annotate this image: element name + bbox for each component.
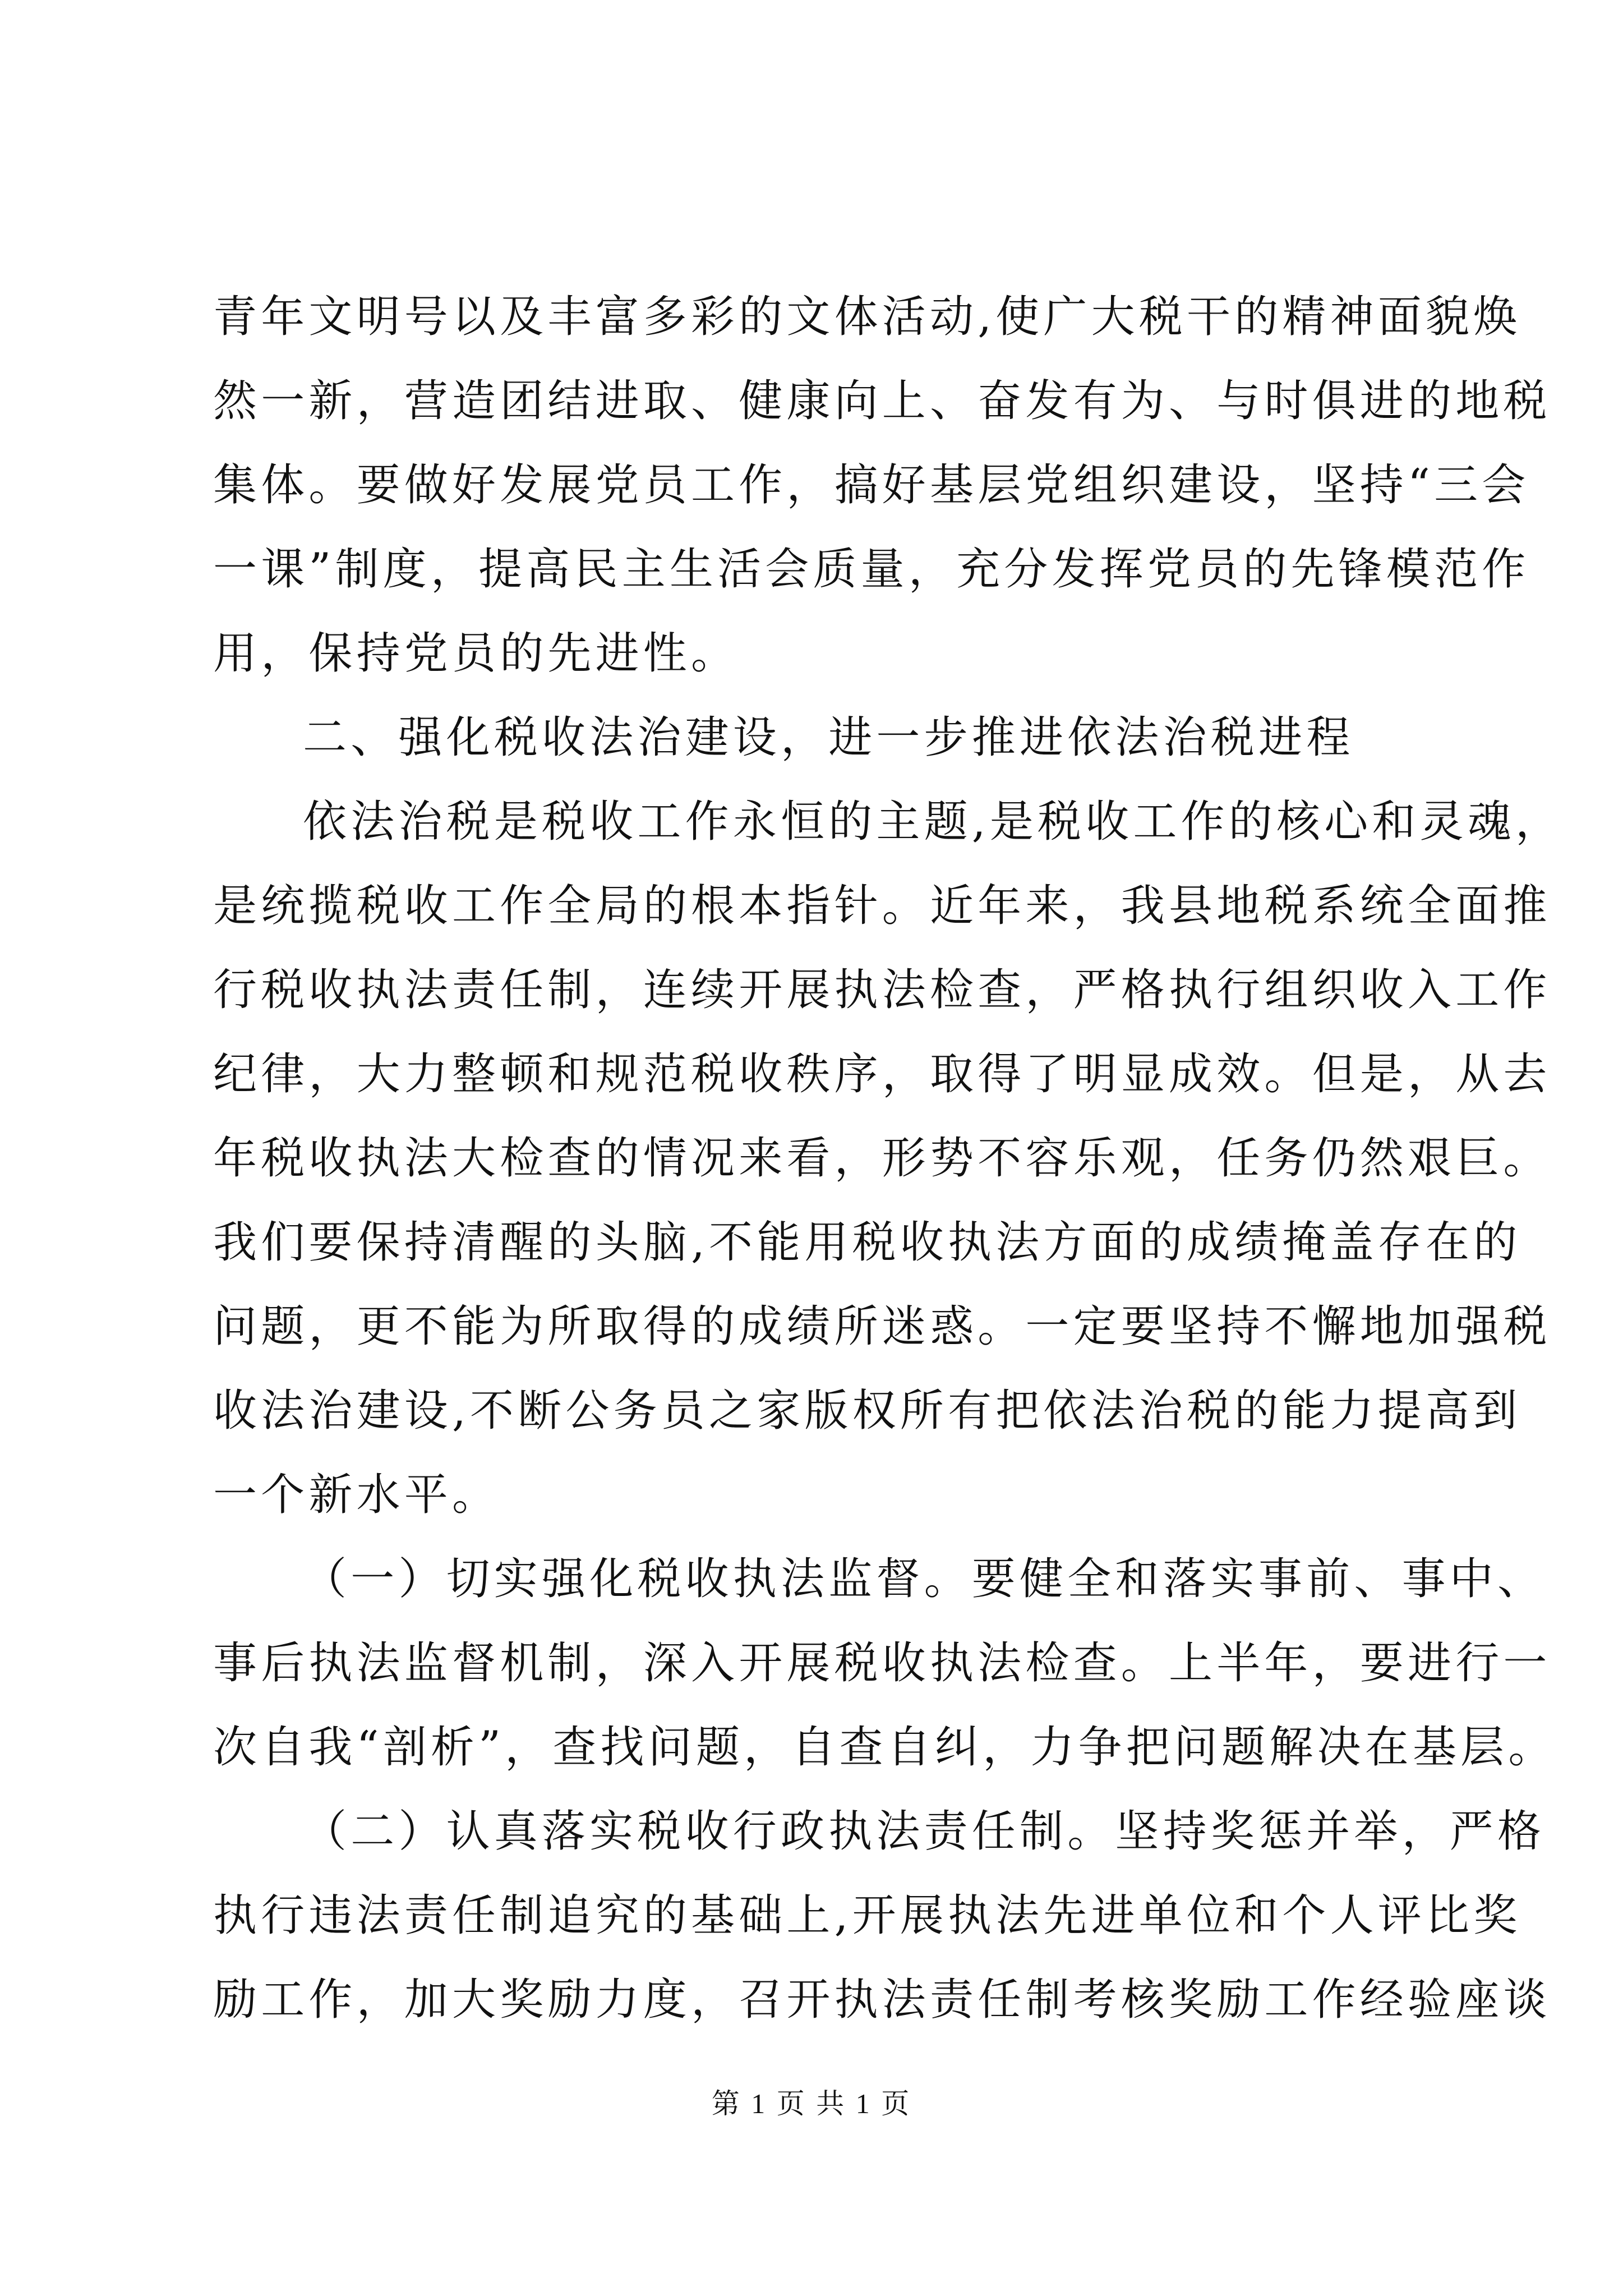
paragraph-line: 行税收执法责任制，连续开展执法检查，严格执行组织收入工作 [213, 965, 1551, 1015]
paragraph-line: 青年文明号以及丰富多彩的文体活动,使广大税干的精神面貌焕 [213, 292, 1521, 342]
section-heading: 二、强化税收法治建设，进一步推进依法治税进程 [303, 712, 1354, 763]
paragraph-line: 是统揽税收工作全局的根本指针。近年来，我县地税系统全面推 [213, 881, 1551, 931]
paragraph-line: 次自我“剖析”，查找问题，自查自纠，力争把问题解决在基层。 [213, 1722, 1556, 1773]
paragraph-line: 励工作，加大奖励力度，召开执法责任制考核奖励工作经验座谈 [213, 1975, 1551, 2025]
paragraph-line: 事后执法监督机制，深入开展税收执法检查。上半年，要进行一 [213, 1638, 1551, 1688]
paragraph-line: 问题，更不能为所取得的成绩所迷惑。一定要坚持不懈地加强税 [213, 1301, 1551, 1352]
paragraph-line: 依法治税是税收工作永恒的主题,是税收工作的核心和灵魂， [303, 797, 1564, 847]
paragraph-line: （一）切实强化税收执法监督。要健全和落实事前、事中、 [303, 1554, 1546, 1604]
paragraph-line: 集体。要做好发展党员工作，搞好基层党组织建设，坚持“三会 [213, 460, 1530, 510]
paragraph-line: 一课”制度，提高民主生活会质量，充分发挥党员的先锋模范作 [213, 544, 1530, 595]
paragraph-line: 纪律，大力整顿和规范税收秩序，取得了明显成效。但是，从去 [213, 1049, 1551, 1099]
paragraph-line: 一个新水平。 [213, 1470, 500, 1520]
paragraph-line: （二）认真落实税收行政执法责任制。坚持奖惩并举，严格 [303, 1806, 1546, 1857]
page-number-footer: 第 1 页 共 1 页 [711, 2088, 912, 2119]
paragraph-line: 执行违法责任制追究的基础上,开展执法先进单位和个人评比奖 [213, 1890, 1521, 1941]
paragraph-line: 然一新，营造团结进取、健康向上、奋发有为、与时俱进的地税 [213, 376, 1551, 426]
paragraph-line: 我们要保持清醒的头脑,不能用税收执法方面的成绩掩盖存在的 [213, 1217, 1521, 1268]
paragraph-line: 用，保持党员的先进性。 [213, 628, 739, 679]
paragraph-line: 收法治建设,不断公务员之家版权所有把依法治税的能力提高到 [213, 1386, 1521, 1436]
paragraph-line: 年税收执法大检查的情况来看，形势不容乐观，任务仍然艰巨。 [213, 1133, 1551, 1184]
